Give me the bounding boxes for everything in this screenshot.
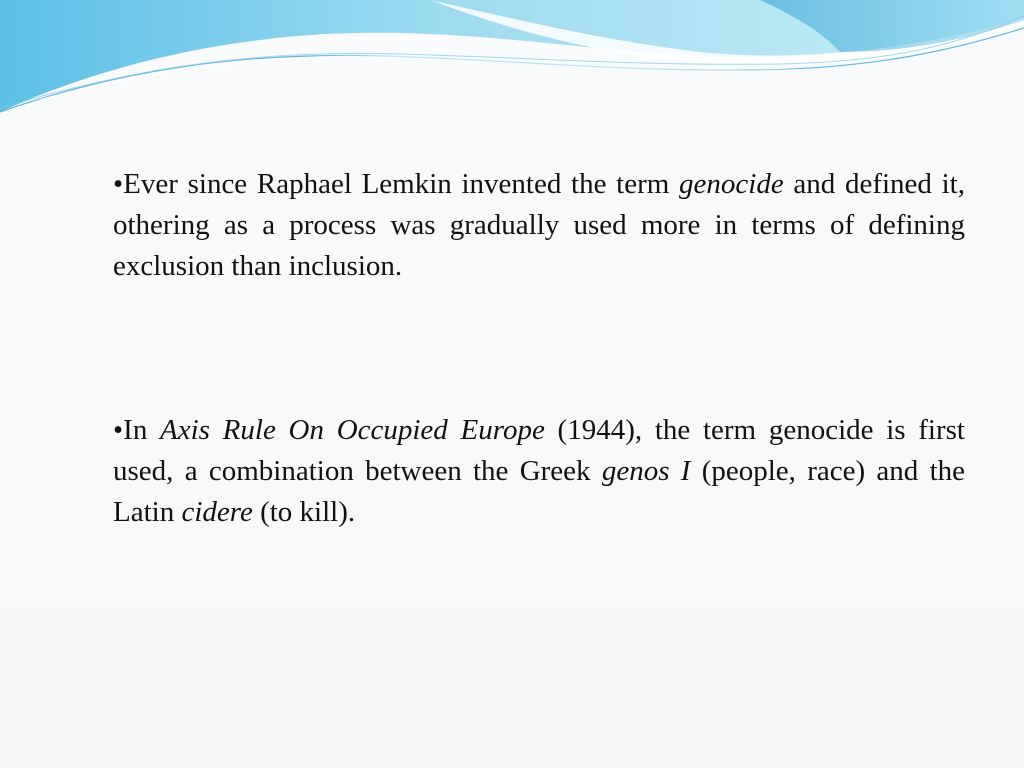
paragraph-text-segment: Ever since Raphael Lemkin invented the term: [123, 168, 680, 200]
italic-book-title: Axis Rule On Occupied Europe: [160, 414, 545, 446]
bullet-marker: •: [113, 414, 124, 446]
paragraph-text-segment: (people, race) and the Latin: [113, 455, 965, 528]
paragraph-text: [113, 164, 965, 287]
decorative-wave-header: [0, 0, 1024, 130]
italic-term-genocide: genocide: [679, 168, 784, 200]
paragraph-text-segment: and defined it, othering as a process was gradually used more in terms of defining exclusion than inclusion.: [113, 168, 965, 282]
paragraph-text-segment: In: [123, 414, 161, 446]
paragraph-text: [113, 410, 965, 533]
bullet-paragraph-2: [113, 410, 965, 533]
paragraph-text-segment: (1944), the term genocide is first used, a combination between the Greek: [113, 414, 965, 487]
paragraph-text-segment: (to kill).: [252, 496, 356, 528]
italic-term-genos: genos I: [601, 455, 691, 487]
bullet-marker: •: [113, 168, 124, 200]
italic-term-cidere: cidere: [181, 496, 253, 528]
bullet-paragraph-1: [113, 164, 965, 287]
